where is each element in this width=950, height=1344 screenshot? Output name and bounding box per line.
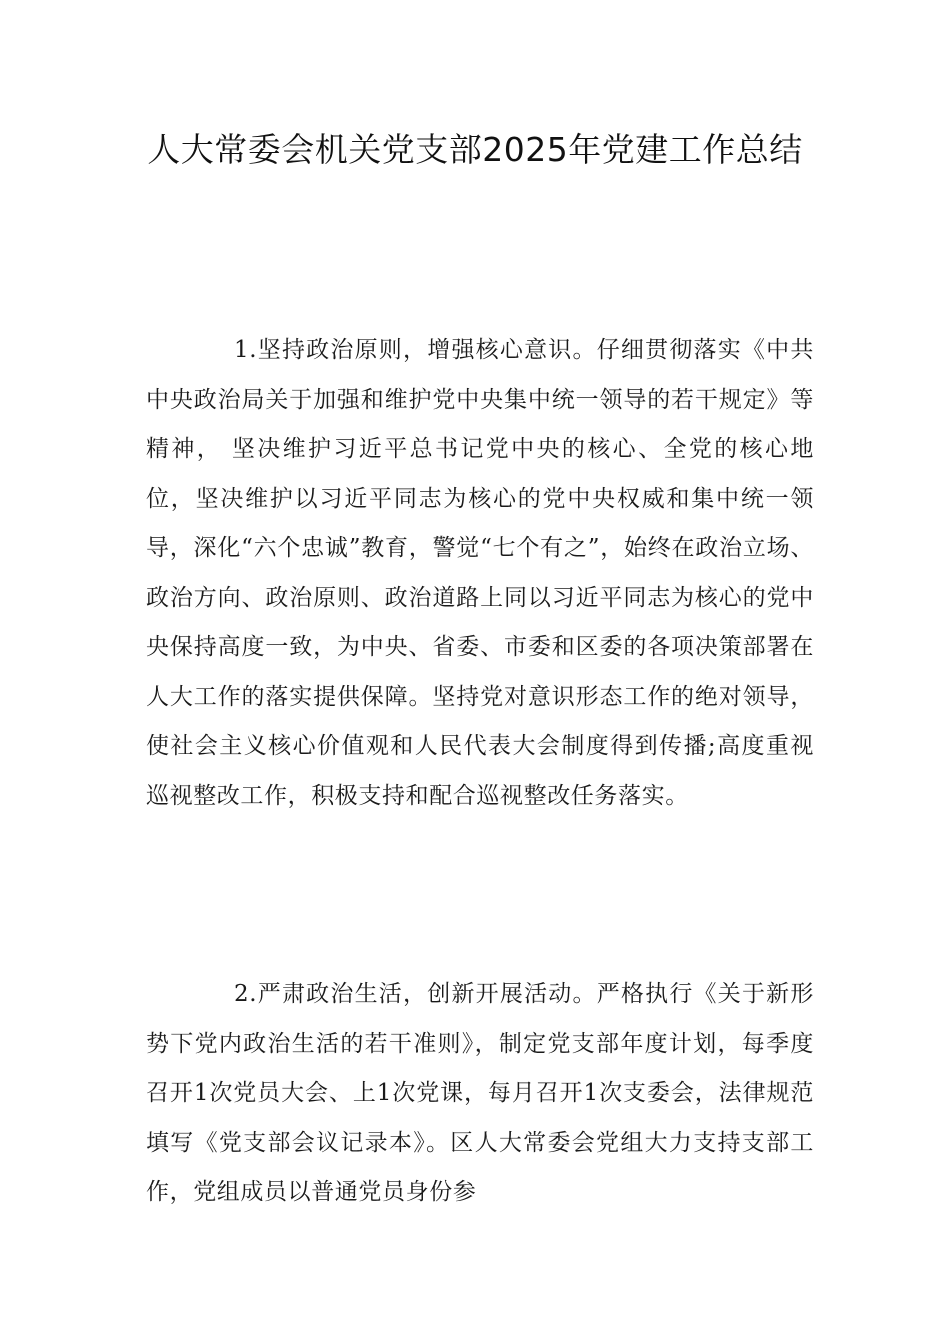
paragraph-1: 1.坚持政治原则，增强核心意识。仔细贯彻落实《中共中央政治局关于加强和维护党中央集中统一领导的若干规定》等精神， 坚决维护习近平总书记党中央的核心、全党的核心地位，坚决维护以习近平同志为核心的党中央权威和集中统一领导，深化“六个忠诚”教育，警觉“七个有之”，始终在政治立场、政治方向、政治原则、政治道路上同以习近平同志为核心的党中央保持高度一致，为中央、省委、市委和区委的各项决策部署在人大工作的落实提供保障。坚持党对意识形态工作的绝对领导，使社会主义核心价值观和人民代表大会制度得到传播;高度重视巡视整改工作，积极支持和配合巡视整改任务落实。 xyxy=(146,337,814,809)
document-title: 人大常委会机关党支部2025年党建工作总结 xyxy=(147,130,803,169)
paragraph-2: 2.严肃政治生活，创新开展活动。严格执行《关于新形势下党内政治生活的若干准则》，制定党支部年度计划，每季度召开1次党员大会、上1次党课，每月召开1次支委会，法律规范填写《党支部会议记录本》。区人大常委会党组大力支持支部工作，党组成员以普通党员身份参 xyxy=(146,981,814,1205)
